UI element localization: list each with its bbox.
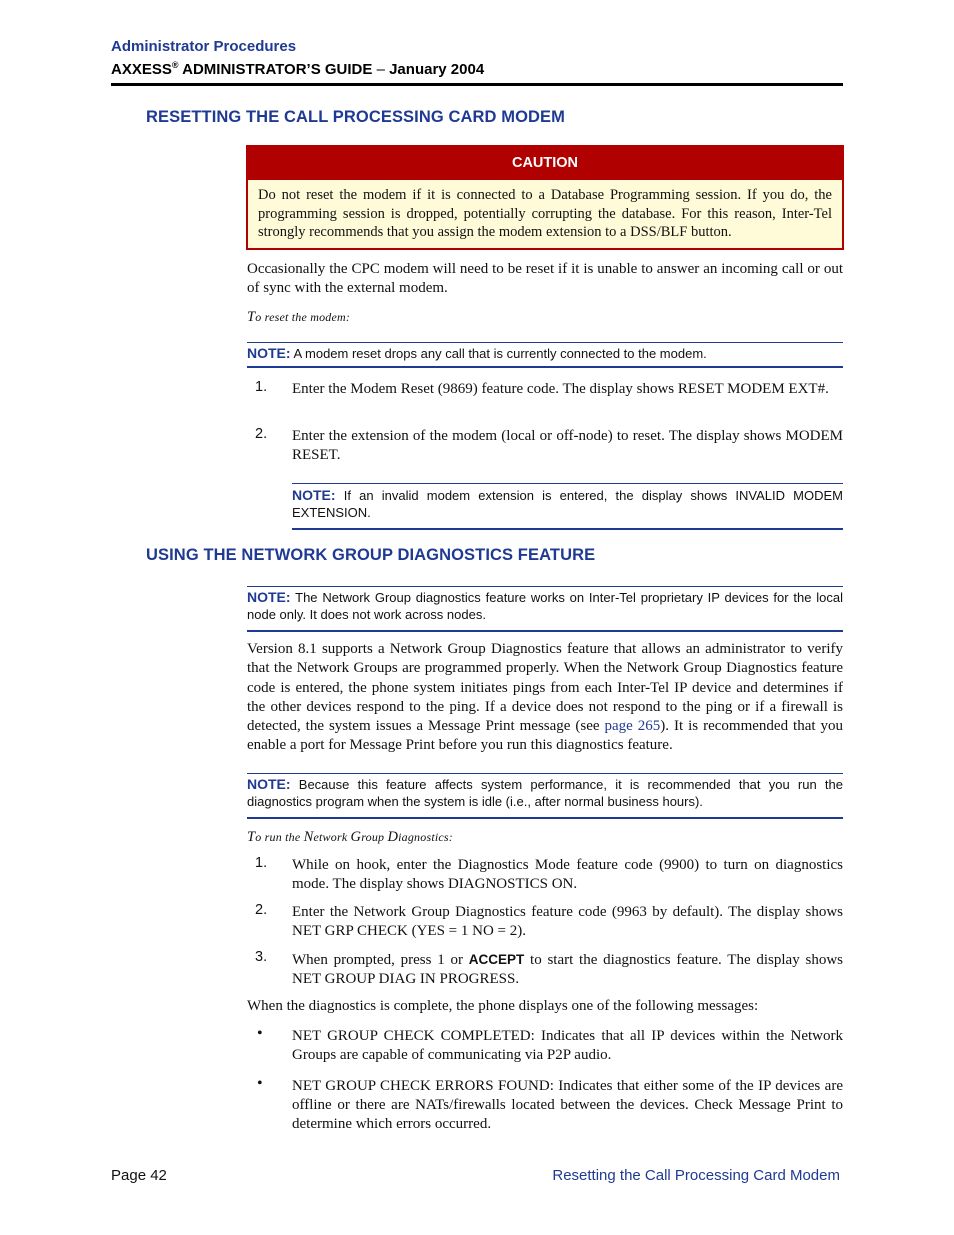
proc-initial: D bbox=[387, 829, 399, 845]
title-brand: AXXESS bbox=[111, 61, 172, 78]
title-rest: ADMINISTRATOR’S GUIDE bbox=[178, 61, 373, 78]
note-label: NOTE: bbox=[292, 487, 336, 503]
procedure-title-reset bbox=[247, 309, 350, 326]
running-header-section: Administrator Procedures bbox=[111, 38, 297, 55]
caution-title: CAUTION bbox=[248, 147, 842, 180]
step-text bbox=[292, 950, 843, 989]
note-local-node bbox=[247, 586, 843, 632]
bullet-icon: • bbox=[257, 1075, 263, 1092]
footer-page-number: Page 42 bbox=[111, 1167, 167, 1184]
complete-paragraph: When the diagnostics is complete, the phone displays one of the following messages: bbox=[247, 998, 759, 1014]
note-label: NOTE: bbox=[247, 776, 291, 792]
bullet-item: NET GROUP CHECK COMPLETED: Indicates that all IP devices within the Network Groups are capable of communicating via P2P audio. bbox=[292, 1028, 843, 1063]
bullet-item: NET GROUP CHECK ERRORS FOUND: Indicates that either some of the IP devices are offline or there are NATs/firewalls located between the devices. Check Message Print to determine which errors occurred. bbox=[292, 1078, 843, 1132]
note-text: Because this feature affects system performance, it is recommended that you run the diagnostics program when the system is idle (i.e., after normal business hours). bbox=[247, 777, 843, 809]
step-text: Enter the Modem Reset (9869) feature code. The display shows RESET MODEM EXT#. bbox=[292, 381, 829, 397]
note-performance bbox=[247, 773, 843, 819]
proc-initial: N bbox=[303, 829, 314, 845]
page-265-link[interactable]: page 265 bbox=[604, 718, 661, 735]
note-label: NOTE: bbox=[247, 589, 291, 605]
step-number: 1. bbox=[255, 379, 268, 395]
proc-part: etwork bbox=[313, 830, 351, 844]
section-heading-network-group: USING THE NETWORK GROUP DIAGNOSTICS FEATURE bbox=[146, 546, 596, 564]
step-text-post: to start the diagnostics feature. The display shows NET GROUP DIAG IN PROGRESS. bbox=[292, 952, 843, 987]
header-rule bbox=[111, 83, 843, 86]
title-date: January 2004 bbox=[389, 61, 485, 78]
procedure-title-diagnostics bbox=[247, 829, 453, 846]
proc-initial: G bbox=[350, 829, 362, 845]
step-text: While on hook, enter the Diagnostics Mode feature code (9900) to turn on diagnostics mode. The display shows DIAGNOSTICS ON. bbox=[292, 857, 843, 892]
step-number: 3. bbox=[255, 949, 268, 965]
section-heading-reset-modem: RESETTING THE CALL PROCESSING CARD MODEM bbox=[146, 108, 565, 126]
registered-mark: ® bbox=[171, 60, 179, 70]
caution-box bbox=[246, 145, 844, 250]
step-number: 2. bbox=[255, 426, 268, 442]
note-label: NOTE: bbox=[247, 345, 291, 361]
step-number: 2. bbox=[255, 902, 268, 918]
paragraph-part-a: Version 8.1 supports a Network Group Diagnostics feature that allows an administrator to verify that the Network Groups are programmed properly. When the Network Group Diagnostics feature code is entered, the phone system initiates pings from each Inter-Tel IP device and determines if the other devices respond to the ping. If a device does not respond to the ping or if a firewall is detected, the system issues a Message Print message (see bbox=[247, 641, 843, 735]
note-text: A modem reset drops any call that is currently connected to the modem. bbox=[290, 346, 707, 361]
running-header-title bbox=[111, 60, 484, 78]
network-group-paragraph bbox=[247, 640, 843, 756]
proc-initial: T bbox=[247, 309, 256, 325]
note-text: If an invalid modem extension is entered, the display shows INVALID MODEM EXTENSION. bbox=[292, 488, 843, 520]
title-dash: – bbox=[372, 61, 390, 78]
step-text: Enter the Network Group Diagnostics feature code (9963 by default). The display shows NET GRP CHECK (YES = 1 NO = 2). bbox=[292, 904, 843, 939]
accept-key-label: ACCEPT bbox=[468, 952, 525, 967]
note-modem-reset bbox=[247, 342, 843, 368]
step-text-pre: When prompted, press 1 or bbox=[292, 952, 469, 968]
note-invalid-extension bbox=[292, 483, 843, 530]
proc-initial: T bbox=[247, 829, 256, 845]
step-number: 1. bbox=[255, 855, 268, 871]
footer-section-title: Resetting the Call Processing Card Modem bbox=[552, 1167, 840, 1184]
caution-text: Do not reset the modem if it is connected to a Database Programming session. If you do, the programming session is dropped, potentially corrupting the database. For this reason, Inter-Tel strongly recommends that you assign the modem extension to a DSS/BLF button. bbox=[258, 187, 832, 240]
paragraph-part-b: ). It is recommended that you enable a port for Message Print before you run this diagnostics feature. bbox=[247, 718, 843, 754]
proc-part: iagnostics: bbox=[398, 830, 453, 844]
proc-rest: o reset the modem: bbox=[255, 310, 351, 324]
intro-paragraph: Occasionally the CPC modem will need to be reset if it is unable to answer an incoming call or out of sync with the external modem. bbox=[247, 261, 843, 297]
proc-part: o run the bbox=[255, 830, 304, 844]
step-text: Enter the extension of the modem (local or off-node) to reset. The display shows MODEM RESET. bbox=[292, 428, 843, 463]
bullet-icon: • bbox=[257, 1025, 263, 1042]
proc-part: roup bbox=[361, 830, 388, 844]
note-text: The Network Group diagnostics feature works on Inter-Tel proprietary IP devices for the local node only. It does not work across nodes. bbox=[247, 590, 843, 622]
